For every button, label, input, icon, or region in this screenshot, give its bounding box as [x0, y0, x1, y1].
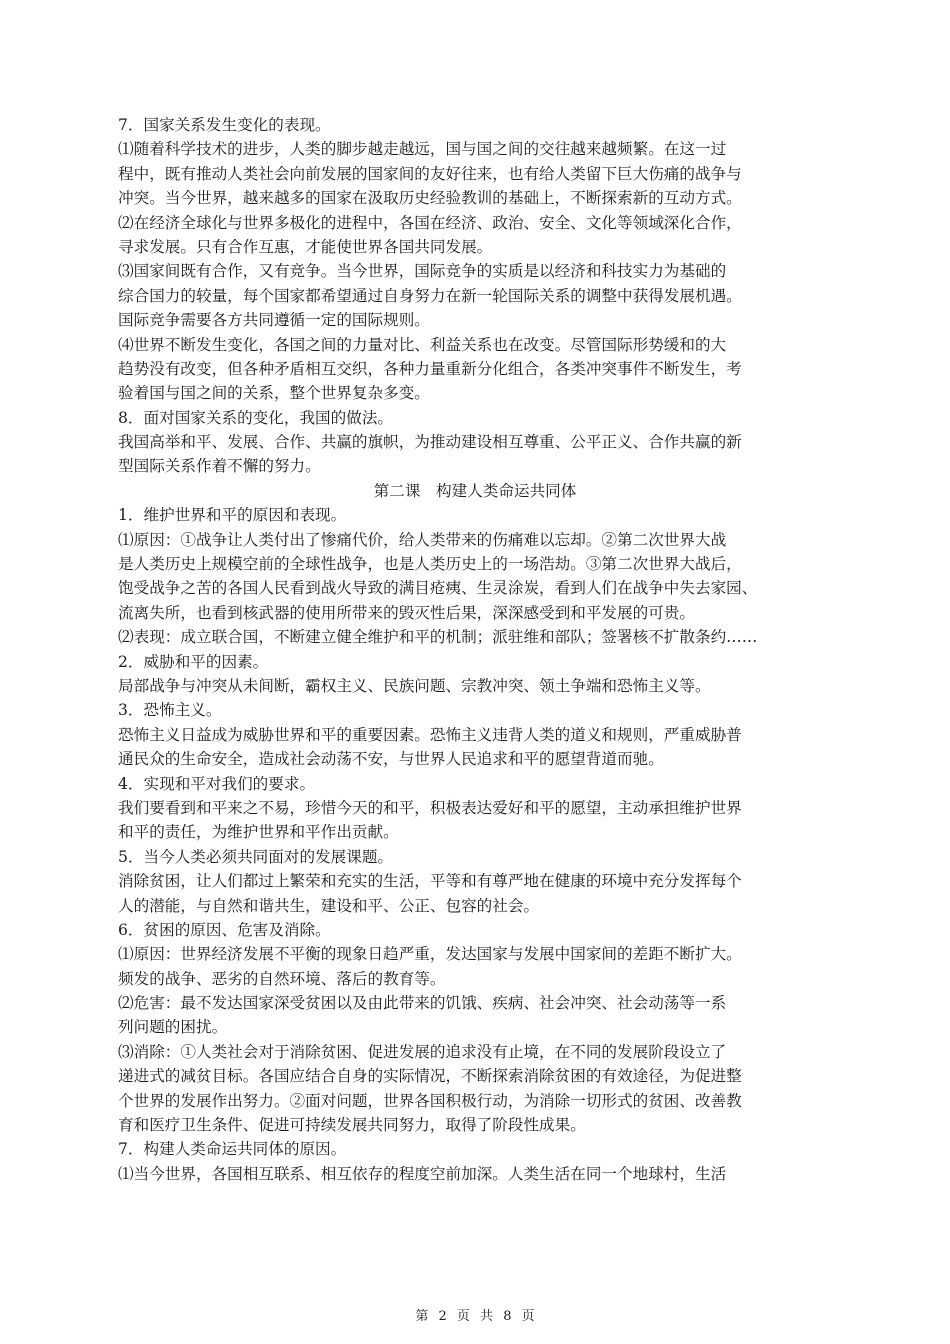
text-line: ⑶消除：①人类社会对于消除贫困、促进发展的追求没有止境，在不同的发展阶段设立了	[118, 1042, 727, 1061]
text-line: 和平的责任，为维护世界和平作出贡献。	[118, 823, 399, 842]
text-line: 消除贫困，让人们都过上繁荣和充实的生活，平等和有尊严地在健康的环境中充分发挥每个	[118, 872, 742, 891]
text-line: 7．国家关系发生变化的表现。	[118, 116, 331, 134]
text-line: 8．面对国家关系的变化，我国的做法。	[118, 408, 394, 427]
text-line: 冲突。当今世界，越来越多的国家在汲取历史经验教训的基础上，不断探索新的互动方式。	[118, 189, 742, 208]
text-line: 综合国力的较量，每个国家都希望通过自身努力在新一轮国际关系的调整中获得发展机遇。	[118, 286, 742, 305]
text-line: 2．威胁和平的因素。	[118, 652, 269, 671]
text-line: 4．实现和平对我们的要求。	[118, 774, 316, 793]
text-line: 是人类历史上规模空前的全球性战争，也是人类历史上的一场浩劫。③第二次世界大战后，	[118, 555, 742, 574]
text-line: 列问题的困扰。	[118, 1018, 228, 1037]
text-line: ⑴原因：①战争让人类付出了惨痛代价，给人类带来的伤痛难以忘却。②第二次世界大战	[118, 530, 727, 549]
text-line: 恐怖主义日益成为威胁世界和平的重要因素。恐怖主义违背人类的道义和规则，严重威胁普	[118, 725, 742, 744]
text-line: ⑴随着科学技术的进步，人类的脚步越走越远，国与国之间的交往越来越频繁。在这一过	[118, 140, 727, 159]
text-line: 1．维护世界和平的原因和表现。	[118, 506, 347, 525]
text-line: 寻求发展。只有合作互惠，才能使世界各国共同发展。	[118, 237, 493, 256]
text-line: 通民众的生命安全，造成社会动荡不安，与世界人民追求和平的愿望背道而驰。	[118, 750, 664, 769]
text-line: 验着国与国之间的关系，整个世界复杂多变。	[118, 384, 430, 403]
text-line: 育和医疗卫生条件、促进可持续发展共同努力，取得了阶段性成果。	[118, 1116, 586, 1135]
text-line: 人的潜能，与自然和谐共生，建设和平、公正、包容的社会。	[118, 896, 540, 915]
text-line: ⑵危害：最不发达国家深受贫困以及由此带来的饥饿、疾病、社会冲突、社会动荡等一系	[118, 994, 727, 1013]
text-line: 型国际关系作着不懈的努力。	[118, 457, 321, 476]
text-line: ⑵在经济全球化与世界多极化的进程中，各国在经济、政治、安全、文化等领域深化合作，	[118, 213, 742, 232]
text-line: 饱受战争之苦的各国人民看到战火导致的满目疮痍、生灵涂炭，看到人们在战争中失去家园、	[118, 579, 758, 598]
document-body	[118, 113, 832, 1186]
text-line: 我国高举和平、发展、合作、共赢的旗帜，为推动建设相互尊重、公平正义、合作共赢的新	[118, 433, 742, 452]
text-line: 局部战争与冲突从未间断，霸权主义、民族问题、宗教冲突、领土争端和恐怖主义等。	[118, 676, 711, 695]
text-line: 国际竞争需要各方共同遵循一定的国际规则。	[118, 311, 430, 330]
text-line: ⑷世界不断发生变化，各国之间的力量对比、利益关系也在改变。尽管国际形势缓和的大	[118, 335, 727, 354]
text-line: 个世界的发展作出努力。②面对问题，世界各国积极行动，为消除一切形式的贫困、改善教	[118, 1091, 742, 1110]
text-line: 趋势没有改变，但各种矛盾相互交织，各种力量重新分化组合，各类冲突事件不断发生，考	[118, 359, 742, 378]
text-line: 频发的战争、恶劣的自然环境、落后的教育等。	[118, 969, 446, 988]
text-line: ⑴原因：世界经济发展不平衡的现象日趋严重，发达国家与发展中国家间的差距不断扩大。	[118, 945, 742, 964]
text-line: 流离失所，也看到核武器的使用所带来的毁灭性后果，深深感受到和平发展的可贵。	[118, 603, 695, 622]
text-line: 我们要看到和平来之不易，珍惜今天的和平，积极表达爱好和平的愿望，主动承担维护世界	[118, 798, 742, 817]
text-line: 5．当今人类必须共同面对的发展课题。	[118, 847, 394, 866]
text-line: 7．构建人类命运共同体的原因。	[118, 1140, 347, 1159]
text-line: 6．贫困的原因、危害及消除。	[118, 920, 331, 939]
text-line: ⑵表现：成立联合国，不断建立健全维护和平的机制；派驻维和部队；签署核不扩散条约……	[118, 628, 758, 647]
text-line: ⑶国家间既有合作，又有竞争。当今世界，国际竞争的实质是以经济和科技实力为基础的	[118, 262, 727, 281]
text-line: 3．恐怖主义。	[118, 701, 222, 720]
text-line: 递进式的减贫目标。各国应结合自身的实际情况，不断探索消除贫困的有效途径，为促进整	[118, 1067, 742, 1086]
text-line: 程中，既有推动人类社会向前发展的国家间的友好往来，也有给人类留下巨大伤痛的战争与	[118, 164, 742, 183]
text-line: ⑴当今世界，各国相互联系、相互依存的程度空前加深。人类生活在同一个地球村，生活	[118, 1164, 727, 1183]
section-heading: 第二课 构建人类命运共同体	[373, 481, 577, 500]
page-footer: 第 2 页 共 8 页	[415, 1309, 535, 1324]
